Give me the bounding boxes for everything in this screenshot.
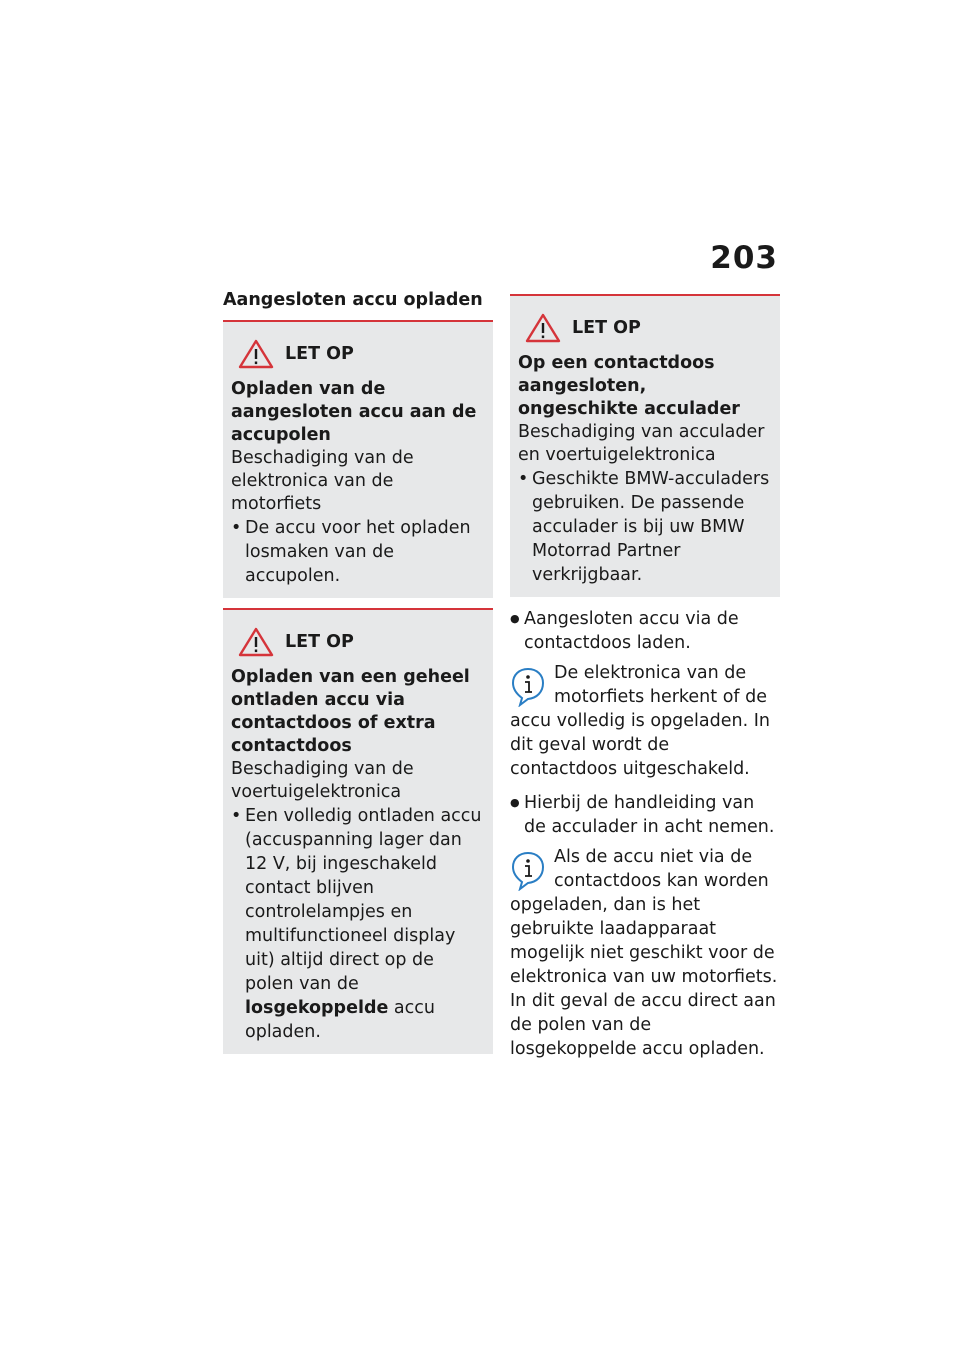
warning-text: Beschadiging van de elektronica van de motorfiets <box>231 448 414 514</box>
warning-header <box>231 626 485 658</box>
page-number: 203 <box>710 240 778 276</box>
warning-box-1 <box>223 320 493 598</box>
list-item-text-end: accu opladen. <box>245 998 435 1042</box>
list-item-emphasis: losgekoppelde <box>245 998 389 1018</box>
warning-icon <box>237 338 275 370</box>
warning-title: Op een contactdoos aangesloten, ongeschikte acculader <box>518 353 740 419</box>
warning-icon <box>237 626 275 658</box>
warning-list <box>231 516 485 588</box>
warning-icon <box>524 312 562 344</box>
list-item <box>231 804 485 1044</box>
warning-list <box>231 804 485 1044</box>
info-text: De elektronica van de motorfiets herkent of de accu volledig is opgeladen. In dit geval wordt de contactdoos uitgeschakeld. <box>510 663 770 779</box>
info-icon <box>510 851 546 891</box>
warning-text: Beschadiging van de voertuigelektronica <box>231 759 414 802</box>
info-note-1 <box>510 661 780 781</box>
steps <box>510 607 780 1067</box>
list-item: • De accu voor het opladen losmaken van de accupolen. <box>231 516 485 588</box>
info-text: Als de accu niet via de contactdoos kan worden opgeladen, dan is het gebruikte laadapparaat mogelijk niet geschikt voor de elektronica van uw motorfiets. In dit geval de accu direct aan de polen van de losgekoppelde accu opladen. <box>510 847 778 1059</box>
list-item: • Geschikte BMW-acculaders gebruiken. De passende acculader is bij uw BMW Motorrad Partner verkrijgbaar. <box>518 467 772 587</box>
step-2: ● Hierbij de handleiding van de acculader in acht nemen. <box>510 791 780 839</box>
warning-label: LET OP <box>572 318 641 338</box>
warning-title: Opladen van de aangesloten accu aan de accupolen <box>231 379 477 445</box>
list-item-text: Een volledig ontladen accu (accuspanning lager dan 12 V, bij ingeschakeld contact blijven controlelampjes en multifunctioneel display uit) altijd direct op de polen van de <box>245 806 482 994</box>
warning-label: LET OP <box>285 344 354 364</box>
warning-header <box>518 312 772 344</box>
warning-label: LET OP <box>285 632 354 652</box>
warning-list <box>518 467 772 587</box>
section-title: Aangesloten accu opladen <box>223 290 483 310</box>
info-note-2 <box>510 845 780 1061</box>
warning-text: Beschadiging van acculader en voertuigelektronica <box>518 422 765 465</box>
warning-box-3 <box>510 294 780 597</box>
warning-header <box>231 338 485 370</box>
warning-title: Opladen van een geheel ontladen accu via contactdoos of extra contactdoos <box>231 667 470 756</box>
right-column <box>510 294 780 1067</box>
warning-box-2 <box>223 608 493 1054</box>
info-icon <box>510 667 546 707</box>
step-1: ● Aangesloten accu via de contactdoos laden. <box>510 607 780 655</box>
left-column <box>223 290 493 1064</box>
